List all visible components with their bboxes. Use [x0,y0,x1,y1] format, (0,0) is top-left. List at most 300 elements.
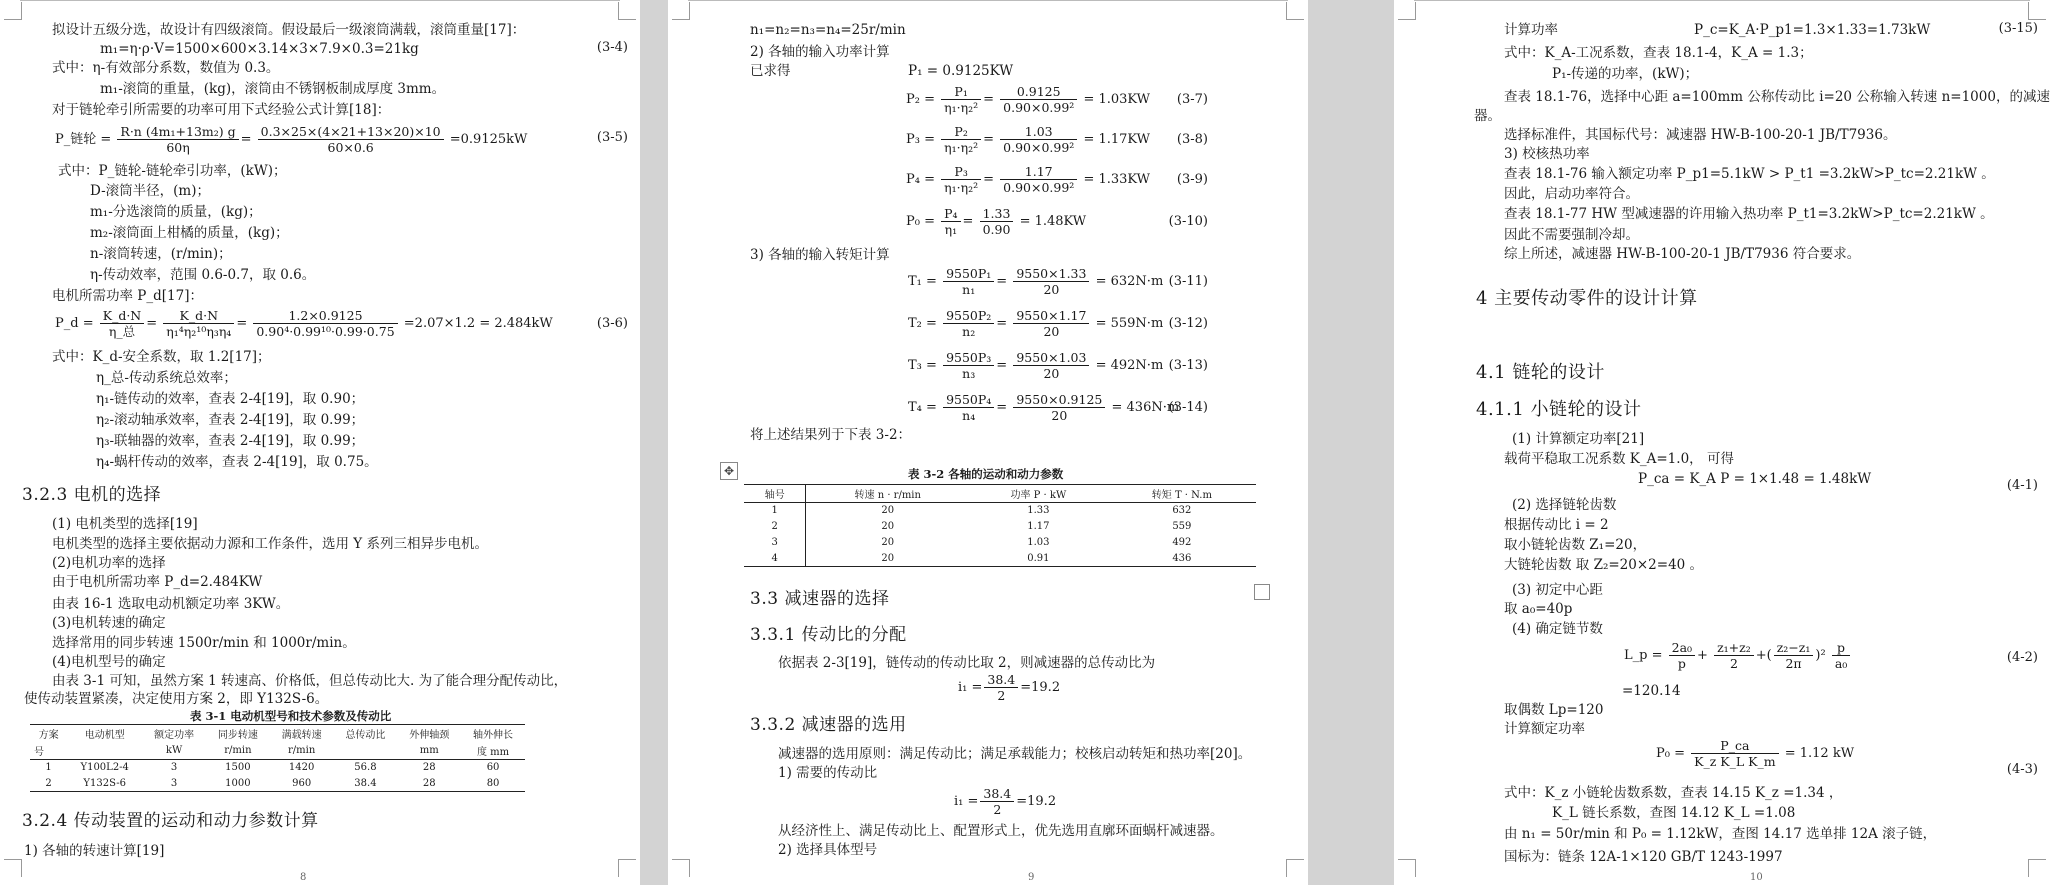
numerator: 9550×1.03 [1013,350,1089,366]
torque-equation: T₄ = $\frac{\text{9550P₄}}{\text{n₄}}$ = $\frac{9550\times 0.9125}{20}$ = 436N·m [908,392,1180,423]
text-line: 查表 18.1-76，选择中心距 a=100mm 公称传动比 i=20 公称输入转速 n=1000，的减速 [1504,89,2050,105]
eq-lhs: i₁ = [958,680,983,695]
torque-equation: T₂ = $\frac{\text{9550P₂}}{\text{n₂}}$ = $\frac{9550\times 1.17}{20}$ = 559N·m [908,308,1164,339]
fraction [943,266,994,297]
numerator: 38.4 [984,672,1018,688]
fraction [1013,308,1089,339]
fraction [163,308,234,339]
table-header: 外伸轴颈 [409,730,450,741]
table-cell: 20 [881,537,895,548]
power-equation: P₄ = $\frac{\text{P₃}}{\text{η₁·η₂²}}$ = $\frac{1.17}{\text{0.90×0.99²}}$ = 1.33KW [906,164,1151,195]
numerator: 9550P₃ [943,350,994,366]
table-cell: 1420 [288,762,315,774]
fraction [258,124,444,155]
table-row [744,519,1256,535]
text-line: (1) 计算额定功率[21] [1512,431,1645,447]
page-number: 8 [300,872,307,883]
eq-number: (3-6) [596,316,628,331]
text-line: 因此，启动功率符合。 [1504,186,1639,202]
text-line: 器。 [1474,108,1501,124]
motor-table [30,724,525,792]
table-header: r/min [224,745,252,756]
eq-number: (3-10) [1168,214,1208,229]
fraction [943,308,994,339]
page-8 [0,0,640,885]
text-line: 综上所述，减速器 HW-B-100-20-1 JB/T7936 符合要求。 [1504,246,1861,262]
table-cell: 38.4 [354,777,377,789]
eq-lhs: P₀ = [906,214,935,229]
corner-mark [2028,2,2046,20]
corner-mark [672,2,690,20]
numerator: 0.9125 [1000,84,1077,100]
equation-3-15: P_c=K_A·P_p1=1.3×1.33=1.73kW [1694,22,1931,38]
table-cell: 20 [881,552,895,564]
table-header: 轴外伸长 [473,730,514,741]
eq-lhs: P₄ = [906,172,935,187]
eq-lhs: L_p = [1624,648,1663,663]
numerator: 1.03 [1000,124,1077,140]
numerator: 0.3×25×(4×21+13×20)×10 [258,124,444,140]
fraction [941,84,981,115]
page-number: 10 [1750,872,1763,883]
text-line: 取偶数 Lp=120 [1504,702,1604,718]
power-equation: P₃ = $\frac{\text{P₂}}{\text{η₁·η₂²}}$ = $\frac{1.03}{\text{0.90×0.99²}}$ = 1.17KW [906,124,1151,155]
eq-number: (3-5) [596,130,628,145]
eq-number: (3-11) [1168,274,1208,289]
numerator: P₂ [941,124,981,140]
numerator: 9550P₂ [943,308,994,324]
numerator: 9550×1.17 [1013,308,1089,324]
equation-3-5: P_链轮 = $\frac{\text{R·n (4m₁+13m₂) g}}{60\eta}$ = $\frac{0.3\times 25\times(4\times 21+13\times 20)\times 10}{60\times 0.6}$ =0.9125kW [55,124,528,155]
table-header: 转速 n · r/min [854,490,921,501]
numerator: z₁+z₂ [1714,640,1754,656]
text-line: 因此不需要强制冷却。 [1504,227,1639,243]
chapter-heading: 4 主要传动零件的设计计算 [1476,288,1698,309]
table-header-row [30,742,525,760]
table-cell: 20 [881,521,895,532]
table-header: 额定功率 [154,730,195,741]
denominator: 0.90×0.99² [1003,140,1075,155]
text-line: η₄-蜗杆传动的效率，查表 2-4[19]，取 0.75。 [96,454,378,470]
eq-result: = 1.17KW [1083,132,1151,147]
fraction [1013,266,1089,297]
text-line: 式中：η-有效部分系数，数值为 0.3。 [52,60,280,76]
numerator: 9550×1.33 [1013,266,1089,282]
table-cell: 20 [881,505,895,517]
table-header: 号 [34,747,44,758]
section-heading: 3.2.4 传动装置的运动和动力参数计算 [22,811,319,831]
corner-mark [1398,2,1416,20]
fraction [943,392,994,423]
numerator: K_d·N [100,308,145,324]
section-heading: 3.3.1 传动比的分配 [750,625,907,645]
fraction [1714,640,1754,671]
table-cell: 1.03 [1027,537,1050,548]
table-cell: 1500 [225,762,251,774]
text-line: P₁ = 0.9125KW [908,63,1014,79]
table-cell: 2 [45,777,52,789]
numerator: 1.33 [980,206,1014,222]
table-cell: 960 [292,777,312,789]
table-header-row [30,725,525,743]
text-line: 由于电机所需功率 P_d=2.484KW [52,574,263,590]
table-cell: 1 [744,503,806,519]
eq-number: (4-2) [2006,650,2038,665]
fraction [1000,84,1077,115]
text-line: m₁-滚筒的重量，(kg)，滚筒由不锈钢板制成厚度 3mm。 [100,81,446,97]
page-10 [1394,0,2050,885]
page-number: 9 [1028,872,1035,883]
fraction [941,164,981,195]
corner-mark [2028,859,2046,877]
text-line: (2)电机功率的选择 [52,555,166,571]
text-line: 查表 18.1-76 输入额定功率 P_p1=5.1kW > P_t1 =3.2kW>P_tc=2.21kW 。 [1504,166,1995,182]
ratio-equation [954,786,1056,817]
table-cell: 1.17 [1027,521,1050,532]
table-resize-handle[interactable] [1254,584,1270,600]
text-line: (4)电机型号的确定 [52,654,166,670]
text-line: 由表 16-1 选取电动机额定功率 3KW。 [52,596,290,612]
table-header: 方案 [38,730,59,741]
table-cell: 0.91 [1027,552,1050,564]
table-header: kW [165,745,183,756]
table-cell: 436 [1172,552,1192,564]
equation-4-2: L_p = $\frac{\text{2a₀}}{p}$ + $\frac{\text{z₁+z₂}}{2}$ +( $\frac{\text{z₂−z₁}}{2\pi}$ )² $\frac{p}{\text{a₀}}$ [1624,640,1852,671]
text-line: 1) 各轴的转速计算[19] [24,843,165,859]
table-header: 轴号 [744,485,806,503]
fraction [1000,164,1077,195]
eq-lhs: T₄ = [908,400,937,415]
denominator: 2 [1729,656,1738,671]
shaft-params-table [744,484,1256,567]
text-line: 将上述结果列于下表 3-2： [750,427,912,443]
denominator: 2 [997,688,1006,703]
eq-lhs: i₁ = [954,794,979,809]
table-cell: 60 [486,762,500,774]
eq-lhs: P₀ = [1656,746,1685,761]
table-row [30,760,525,776]
corner-mark [1286,2,1304,20]
table-cell: 1000 [225,777,251,789]
text-line: 计算功率 [1504,22,1558,38]
eq-number: (3-7) [1176,92,1208,107]
eq-result: = 1.03KW [1083,92,1151,107]
denominator: n₁ [962,282,976,297]
denominator: K_z K_L K_m [1694,754,1776,769]
table-cell: 4 [744,551,806,567]
eq-result: = 559N·m [1095,316,1164,331]
text-line: P₁-传递的功率，(kW)； [1552,66,1699,82]
eq-result: = 1.33KW [1083,172,1151,187]
text-line: η₁-链传动的效率，查表 2-4[19]，取 0.90； [96,391,365,407]
table-header: r/min [288,745,316,756]
eq-lhs: P_链轮 = [55,132,112,147]
text-line: 由表 3-1 可知，虽然方案 1 转速高、价格低，但总传动比大. 为了能合理分配传动比， [52,673,568,689]
denominator: 20 [1043,324,1060,339]
text-line: (3) 初定中心距 [1512,582,1603,598]
text-line: 2) 选择具体型号 [778,842,878,858]
eq-number: (3-8) [1176,132,1208,147]
eq-result: =2.07×1.2 = 2.484kW [403,316,553,331]
denominator: η₁⁴η₂¹⁰η₃η₄ [166,324,232,339]
denominator: 0.90 [982,222,1011,237]
section-heading: 3.3 减速器的选择 [750,589,890,609]
eq-number: (3-4) [596,40,628,55]
table-header [334,742,398,760]
text-line: 由 n₁ = 50r/min 和 P₀ = 1.12kW，查图 14.17 选单排 12A 滚子链， [1504,826,1937,842]
denominator: n₄ [962,408,976,423]
corner-mark [618,859,636,877]
fraction [100,308,145,339]
table-cell: 1 [45,762,52,774]
eq-result: =19.2 [1016,794,1057,809]
table-header: 度 mm [476,747,510,758]
corner-mark [672,859,690,877]
numerator: 9550×0.9125 [1013,392,1105,408]
text-line: 拟设计五级分选，故设计有四级滚筒。假设最后一级滚筒满载，滚筒重量[17]： [52,22,526,38]
denominator: 2π [1785,656,1802,671]
text-line: 取小链轮齿数 Z₁=20， [1504,537,1647,553]
corner-mark [1286,859,1304,877]
equation-3-4: m₁=η·ρ·V=1500×600×3.14×3×7.9×0.3=21kg [100,41,419,57]
section-heading: 3.3.2 减速器的选用 [750,715,907,735]
eq-result: = 1.48KW [1019,214,1087,229]
denominator: η₁·η₂² [944,100,979,115]
fraction [1669,640,1695,671]
text-line: (3)电机转速的确定 [52,615,166,631]
text-line: (2) 选择链轮齿数 [1512,497,1617,513]
numerator: 38.4 [980,786,1014,802]
table-cell: 28 [422,777,436,789]
table-row [744,503,1256,519]
text-line: (4) 确定链节数 [1512,621,1603,637]
text-line: 大链轮齿数 取 Z₂=20×2=40 。 [1504,557,1704,573]
numerator: z₂−z₁ [1774,640,1814,656]
denominator: 20 [1043,366,1060,381]
numerator: 1.17 [1000,164,1077,180]
fraction [1832,640,1850,671]
denominator: η_总 [108,324,136,339]
eq-result: = 492N·m [1095,358,1164,373]
denominator: 60×0.6 [327,140,374,155]
text-line: m₁-分选滚筒的质量，(kg)； [90,204,262,220]
page-9 [668,0,1308,885]
text-line: 3) 各轴的输入转矩计算 [750,247,890,263]
section-heading: 4.1 链轮的设计 [1476,362,1605,383]
page-top-edge [20,0,620,1]
denominator: 0.90⁴·0.99¹⁰·0.99·0.75 [256,324,395,339]
numerator: 9550P₁ [943,266,994,282]
text-line: 式中：K_A-工况系数，查表 18.1-4，K_A = 1.3； [1504,45,1813,61]
text-line: K_L 链长系数，查图 14.12 K_L =1.08 [1552,805,1796,821]
table-header: 功率 P · kW [1010,490,1067,501]
text-line: 2) 各轴的输入功率计算 [750,44,890,60]
denominator: a₀ [1834,656,1848,671]
numerator: R·n (4m₁+13m₂) g [117,124,238,140]
text-line: 依据表 2-3[19]，链传动的传动比取 2，则减速器的总传动比为 [778,655,1156,671]
text-line: 选择常用的同步转速 1500r/min 和 1000r/min。 [52,635,356,651]
text-line: =120.14 [1622,683,1681,699]
text-line: (1) 电机类型的选择[19] [52,516,198,532]
text-line: n₁=n₂=n₃=n₄=25r/min [750,22,906,38]
ratio-equation [958,672,1060,703]
table-cell: 2 [744,519,806,535]
table-header: 电动机型 [84,730,125,741]
numerator: P₁ [941,84,981,100]
table-header: 同步转速 [217,730,258,741]
corner-mark [4,2,22,20]
numerator: P₄ [941,206,960,222]
denominator: n₃ [962,366,976,381]
fraction [1000,124,1077,155]
table-cell: Y132S-6 [83,777,127,789]
eq-lhs: T₂ = [908,316,937,331]
equation-4-3 [1656,738,1854,769]
text-line: m₂-滚筒面上柑橘的质量，(kg)； [90,225,289,241]
text-line: 1) 需要的传动比 [778,765,878,781]
table-cell: 3 [170,777,178,789]
eq-result: = 1.12 kW [1784,746,1855,761]
text-line: 取 a₀=40p [1504,601,1573,617]
numerator: K_d·N [163,308,234,324]
table-cell: 492 [1172,537,1192,548]
table-cell: 28 [422,762,436,774]
torque-equation: T₁ = $\frac{\text{9550P₁}}{\text{n₁}}$ = $\frac{9550\times 1.33}{20}$ = 632N·m [908,266,1164,297]
denominator: n₂ [962,324,976,339]
numerator: 1.2×0.9125 [253,308,397,324]
text-line: n-滚筒转速，(r/min)； [90,246,232,262]
text-line: 根据传动比 i = 2 [1504,517,1609,533]
page-top-edge [1414,0,2030,1]
page-top-edge [688,0,1288,1]
eq-lhs: P₂ = [906,92,935,107]
eq-result: =19.2 [1020,680,1061,695]
table-header [67,742,142,760]
eq-number: (4-1) [2006,478,2038,493]
denominator: 0.90×0.99² [1003,180,1075,195]
fraction [1691,738,1778,769]
denominator: η₁·η₂² [944,140,979,155]
text-line: 式中：K_z 小链轮齿数系数，查表 14.15 K_z =1.34 ， [1504,785,1843,801]
eq-number: (3-12) [1168,316,1208,331]
eq-number: (3-9) [1176,172,1208,187]
text-line: 减速器的选用原则：满足传动比；满足承载能力；校核启动转矩和热功率[20]。 [778,746,1252,762]
table-header-row [744,485,1256,503]
text-line: η_总-传动系统总效率； [96,370,237,386]
fraction [1013,392,1105,423]
text-line: 选择标准件，其国标代号：减速器 HW-B-100-20-1 JB/T7936。 [1504,127,1897,143]
corner-mark [1398,859,1416,877]
denominator: η₁ [944,222,958,237]
text-line: 查表 18.1-77 HW 型减速器的许用输入热功率 P_t1=3.2kW>P_tc=2.21kW 。 [1504,206,1994,222]
text-line: 对于链轮牵引所需要的功率可用下式经验公式计算[18]： [52,102,391,118]
text-line: 从经济性上、满足传动比上、配置形式上，优先选用直廓环面蜗杆减速器。 [778,823,1224,839]
table-row [30,776,525,792]
eq-lhs: T₁ = [908,274,937,289]
text-line: 载荷平稳取工况系数 K_A=1.0， 可得 [1504,451,1734,467]
text-line: η-传动效率，范围 0.6-0.7，取 0.6。 [90,267,316,283]
torque-equation: T₃ = $\frac{\text{9550P₃}}{\text{n₃}}$ = $\frac{9550\times 1.03}{20}$ = 492N·m [908,350,1164,381]
fraction [943,350,994,381]
numerator: P_ca [1691,738,1778,754]
section-heading: 4.1.1 小链轮的设计 [1476,399,1642,420]
table-move-handle-icon[interactable]: ✥ [720,462,738,480]
denominator: 60η [166,140,190,155]
fraction [1013,350,1089,381]
table-cell: 56.8 [354,762,377,774]
fraction [941,206,960,237]
table-cell: 80 [486,777,500,789]
text-line: 电机类型的选择主要依据动力源和工作条件，选用 Y 系列三相异步电机。 [52,536,488,552]
eq-number: (3-14) [1168,400,1208,415]
eq-lhs: P_d = [55,316,94,331]
numerator: 9550P₄ [943,392,994,408]
corner-mark [618,2,636,20]
fraction [980,206,1014,237]
numerator: p [1832,640,1850,656]
text-line: 已求得 [750,63,791,79]
denominator: 2 [993,802,1002,817]
table-cell: 3 [170,762,178,774]
corner-mark [4,859,22,877]
fraction [117,124,238,155]
table-cell: 3 [744,535,806,551]
equation-4-1: P_ca = K_A P = 1×1.48 = 1.48kW [1638,471,1872,487]
table-cell: Y100L2-4 [80,762,129,774]
table-header: mm [419,745,439,756]
table-header: 总传动比 [345,730,386,741]
text-line: 电机所需功率 P_d[17]： [52,288,203,304]
eq-number: (4-3) [2006,762,2038,777]
text-line: 国标为：链条 12A-1×120 GB/T 1243-1997 [1504,849,1783,865]
eq-result: =0.9125kW [449,132,528,147]
table-cell: 632 [1172,505,1192,517]
text-line: η₃-联轴器的效率，查表 2-4[19]，取 0.99； [96,433,365,449]
text-line: 式中：P_链轮-链轮牵引功率，(kW)； [58,163,287,179]
section-heading: 3.2.3 电机的选择 [22,485,162,505]
table-row [744,551,1256,567]
fraction [984,672,1018,703]
numerator: 2a₀ [1669,640,1695,656]
text-line: D-滚筒半径，(m)； [90,183,210,199]
table-title: 表 3-1 电动机型号和技术参数及传动比 [190,709,392,723]
eq-number: (3-15) [1998,21,2038,36]
eq-result: = 436N·m [1111,400,1180,415]
fraction [1774,640,1814,671]
power-equation: P₀ = $\frac{\text{P₄}}{\text{η₁}}$ = $\frac{1.33}{0.90}$ = 1.48KW [906,206,1087,237]
equation-3-6: P_d = $\frac{K\_d\cdot N}{\text{η\_总}}$ = $\frac{K\_d\cdot N}{\text{η₁⁴η₂¹⁰η₃η₄}}$ = $\frac{1.2\times 0.9125}{\text{0.90⁴·0.99¹⁰·0.99·0.75}}$ =2.07×1.2 = 2.484kW [55,308,553,339]
table-header: 转矩 T · N.m [1151,490,1212,501]
denominator: 0.90×0.99² [1003,100,1075,115]
eq-lhs: P₃ = [906,132,935,147]
table-cell: 559 [1172,521,1192,532]
denominator: 20 [1051,408,1068,423]
fraction [253,308,397,339]
denominator: 20 [1043,282,1060,297]
text-line: 3) 校核热功率 [1504,146,1590,162]
table-row [744,535,1256,551]
fraction [980,786,1014,817]
text-line: 式中：K_d-安全系数，取 1.2[17]； [52,349,271,365]
eq-result: = 632N·m [1095,274,1164,289]
numerator: P₃ [941,164,981,180]
table-cell: 1.33 [1027,505,1050,517]
fraction [941,124,981,155]
text-line: 使传动装置紧凑，决定使用方案 2，即 Y132S-6。 [24,691,329,707]
power-equation: P₂ = $\frac{\text{P₁}}{\text{η₁·η₂²}}$ = $\frac{0.9125}{\text{0.90×0.99²}}$ = 1.03KW [906,84,1151,115]
eq-number: (3-13) [1168,358,1208,373]
denominator: η₁·η₂² [944,180,979,195]
